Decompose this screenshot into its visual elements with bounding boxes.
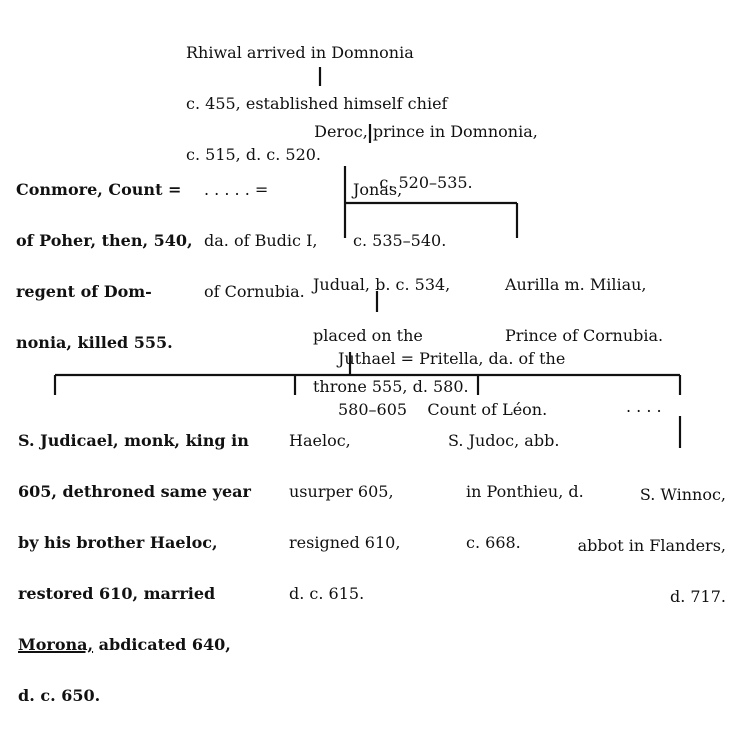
jonas-line-1: Jonas, bbox=[353, 180, 403, 199]
judoc-line-1: S. Judoc, abb. bbox=[448, 431, 560, 450]
person-conmore bbox=[16, 147, 193, 385]
haeloc-line-1: Haeloc, bbox=[289, 431, 351, 450]
aurilla-line-2: Prince of Cornubia. bbox=[505, 326, 664, 345]
juthael-line-1: Juthael = Pritella, da. of the bbox=[338, 349, 566, 368]
winnoc-line-3: d. 717. bbox=[669, 587, 726, 606]
judual-line-2: placed on the bbox=[313, 326, 423, 345]
person-judicael bbox=[18, 398, 251, 738]
judicael-line-1: S. Judicael, monk, king in bbox=[18, 431, 249, 450]
judicael-line-2: 605, dethroned same year bbox=[18, 482, 251, 501]
person-budic-daughter bbox=[204, 147, 317, 334]
person-haeloc bbox=[289, 398, 400, 636]
judicael-line-5-text: abdicated 640, bbox=[98, 635, 231, 654]
judicael-line-6: d. c. 650. bbox=[18, 686, 101, 705]
judual-line-1: Judual, b. c. 534, bbox=[313, 275, 451, 294]
rhiwal-line-1: Rhiwal arrived in Domnonia bbox=[186, 43, 414, 62]
budic-daughter-line-1: da. of Budic I, bbox=[204, 231, 318, 250]
deroc-line-1: Deroc, prince in Domnonia, bbox=[314, 122, 538, 141]
rhiwal-line-3: c. 515, d. c. 520. bbox=[186, 145, 322, 164]
judoc-line-3: c. 668. bbox=[466, 533, 521, 552]
winnoc-dots: . . . . bbox=[626, 397, 662, 416]
juthael-line-2: 580–605 Count of Léon. bbox=[338, 400, 548, 419]
conmore-line-4: nonia, killed 555. bbox=[16, 333, 173, 352]
budic-daughter-dots: . . . . . = bbox=[204, 180, 269, 199]
rhiwal-line-2: c. 455, established himself chief bbox=[186, 94, 448, 113]
budic-daughter-line-2: of Cornubia. bbox=[204, 282, 305, 301]
winnoc-line-1: S. Winnoc, bbox=[639, 485, 726, 504]
judicael-line-3: by his brother Haeloc, bbox=[18, 533, 218, 552]
winnoc-line-2: abbot in Flanders, bbox=[577, 536, 726, 555]
judual-line-3: throne 555, d. 580. bbox=[313, 377, 469, 396]
deroc-line-2: c. 520–535. bbox=[379, 173, 473, 192]
judicael-line-4: restored 610, married bbox=[18, 584, 216, 603]
conmore-line-3: regent of Dom- bbox=[16, 282, 152, 301]
judicael-spouse: Morona, bbox=[18, 635, 94, 654]
conmore-line-2: of Poher, then, 540, bbox=[16, 231, 193, 250]
judicael-line-5 bbox=[18, 636, 251, 653]
aurilla-line-1: Aurilla m. Miliau, bbox=[505, 275, 647, 294]
jonas-line-2: c. 535–540. bbox=[353, 231, 447, 250]
person-winnoc bbox=[560, 452, 726, 639]
haeloc-line-2: usurper 605, bbox=[289, 482, 394, 501]
judoc-line-2: in Ponthieu, d. bbox=[466, 482, 584, 501]
haeloc-line-4: d. c. 615. bbox=[289, 584, 365, 603]
haeloc-line-3: resigned 610, bbox=[289, 533, 401, 552]
conmore-line-1: Conmore, Count = bbox=[16, 180, 182, 199]
